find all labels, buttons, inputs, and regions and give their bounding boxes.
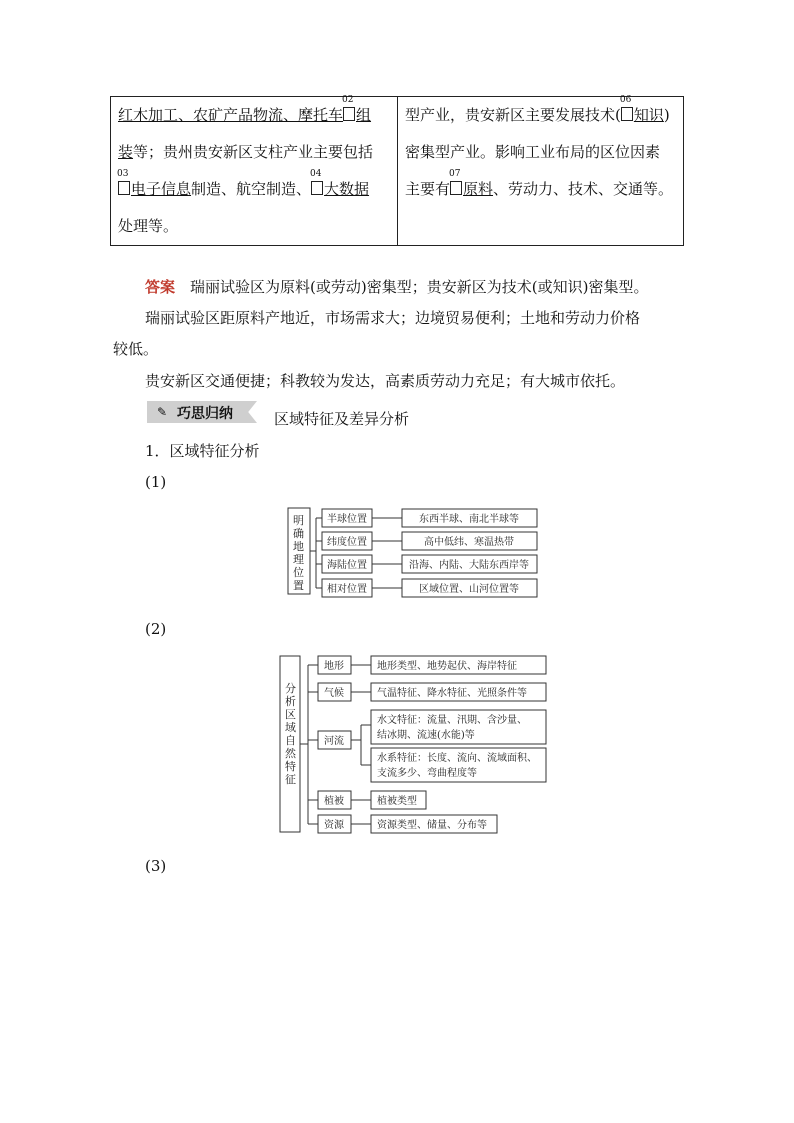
table-divider xyxy=(397,97,398,245)
diagram2-root: 分析区域自然特征 xyxy=(285,682,296,786)
d2-val-vegetation: 植被类型 xyxy=(377,796,417,807)
blank-box-03: 03 xyxy=(118,181,130,195)
diagram1-root: 明确地理位置 xyxy=(293,514,304,592)
table-left-cell xyxy=(118,97,394,245)
section-title: 区域特征及差异分析 xyxy=(274,410,410,428)
blank-box-07: 07 xyxy=(450,181,462,195)
knowledge-table xyxy=(110,96,684,246)
d1-key-hemisphere: 半球位置 xyxy=(327,514,367,525)
diagram-natural xyxy=(275,650,555,836)
left-line2: 等；贵州贵安新区支柱产业主要包括 xyxy=(133,143,374,161)
blank03-text: 电子信息 xyxy=(131,180,192,198)
blank02-text: 组 xyxy=(356,106,372,124)
pen-note-icon: ✎ xyxy=(157,405,168,419)
left-line4: 处理等。 xyxy=(118,217,179,235)
answer-label: 答案 xyxy=(145,278,176,296)
sub-label-1: (1) xyxy=(145,473,167,491)
answer-line2-cont: 较低。 xyxy=(113,340,159,358)
left-line3: 制造、航空制造、 xyxy=(191,180,312,198)
answer-line3: 贵安新区交通便捷；科教较为发达，高素质劳动力充足；有大城市依托。 xyxy=(145,372,626,390)
d1-key-relative: 相对位置 xyxy=(327,584,367,595)
answer-line2: 瑞丽试验区距原料产地近，市场需求大；边境贸易便利；土地和劳动力价格 xyxy=(145,309,641,327)
right-line3: 主要有 xyxy=(405,180,451,198)
right-line2: 密集型产业。影响工业布局的区位因素 xyxy=(405,143,661,161)
d1-key-latitude: 纬度位置 xyxy=(327,537,367,548)
blank07-text: 原料 xyxy=(463,180,494,198)
d2-val-terrain: 地形类型、地势起伏、海岸特征 xyxy=(377,661,517,672)
left-line1: 红木加工、农矿产品物流、摩托车 xyxy=(118,106,344,124)
blank-box-06: 06 xyxy=(621,107,633,121)
right-line1: 型产业，贵安新区主要发展技术( xyxy=(405,106,621,124)
d1-val-landsea: 沿海、内陆、大陆东西岸等 xyxy=(409,560,529,571)
d2-val-climate: 气温特征、降水特征、光照条件等 xyxy=(377,688,527,699)
summary-tag xyxy=(147,401,257,423)
d1-val-relative: 区域位置、山河位置等 xyxy=(419,584,519,595)
d2-val-hydro-2: 结冰期、流速(水能)等 xyxy=(377,730,475,741)
blank04-text: 大数据 xyxy=(324,180,370,198)
d2-key-climate: 气候 xyxy=(324,688,344,699)
section-heading: 1．区域特征分析 xyxy=(145,442,260,460)
d1-key-landsea: 海陆位置 xyxy=(327,560,367,571)
d2-val-hydro-1: 水文特征：流量、汛期、含沙量、 xyxy=(377,715,527,726)
table-right-cell: 型产业，贵安新区主要发展技术( 06 知识) 密集型产业。影响工业布局的区位因素 主要有 07 原料、劳动力、技术、交通等。 xyxy=(405,97,681,208)
d2-val-system-2: 支流多少、弯曲程度等 xyxy=(377,768,477,779)
d2-key-vegetation: 植被 xyxy=(324,796,344,807)
sub-label-3: (3) xyxy=(145,857,167,875)
summary-tag-label: 巧思归纳 xyxy=(177,406,233,422)
blank06-text: 知识 xyxy=(633,106,664,124)
d2-val-system-1: 水系特征：长度、流向、流域面积、 xyxy=(377,753,537,764)
blank-box-02: 02 xyxy=(343,107,355,121)
d2-key-river: 河流 xyxy=(324,736,344,747)
diagram-location xyxy=(280,500,550,602)
d2-key-resources: 资源 xyxy=(324,820,344,831)
answer-line1: 答案 瑞丽试验区为原料(或劳动)密集型；贵安新区为技术(或知识)密集型。 xyxy=(145,278,649,296)
d1-val-hemisphere: 东西半球、南北半球等 xyxy=(419,514,519,525)
sub-label-2: (2) xyxy=(145,620,167,638)
d1-val-latitude: 高中低纬、寒温热带 xyxy=(424,537,514,548)
d2-val-resources: 资源类型、储量、分布等 xyxy=(377,820,487,831)
d2-key-terrain: 地形 xyxy=(324,661,344,672)
blank02-text-cont: 装 xyxy=(118,143,134,161)
blank-box-04: 04 xyxy=(311,181,323,195)
